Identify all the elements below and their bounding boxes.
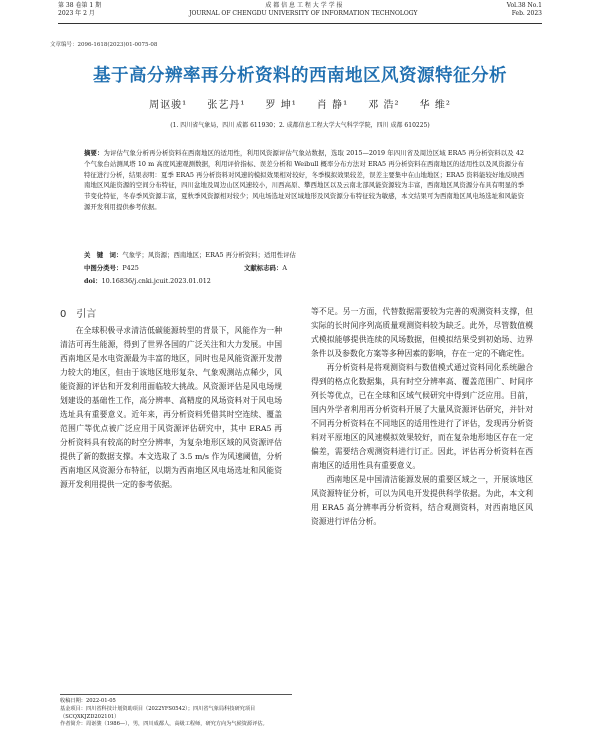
author-list: [0, 96, 600, 111]
header-row-top: [58, 2, 542, 10]
article-number: 文章编号：2096-1618(2023)01-0075-08: [50, 42, 158, 48]
author: 罗 坤¹: [265, 100, 297, 111]
author: 张艺丹¹: [207, 100, 246, 111]
doc-code-value: A: [282, 264, 287, 272]
classification-value: P425: [122, 264, 139, 272]
keywords-label: 关 键 词：: [84, 251, 123, 259]
author: 周讴骏¹: [149, 100, 188, 111]
body-paragraph: 等不足。另一方面，代替数据需要较为完善的观测资料支撑，但实际的长时间序列高质量观测资料较为缺乏。此外，尽管数值模式模拟能够提供连续的风场数据，但模拟结果受到初始场、边界条件以及参数化方案等多种因素的影响，存在一定的不确定性。: [311, 307, 533, 358]
doi: [84, 276, 211, 285]
header-journal-en: JOURNAL OF CHENGDU UNIVERSITY OF INFORMATION TECHNOLOGY: [189, 10, 418, 17]
section-heading: 0 引言: [60, 309, 97, 320]
doc-code-label: 文献标志码：: [244, 264, 283, 272]
header-date: 2023 年 2 月: [58, 10, 95, 17]
header-row-bottom: [58, 10, 542, 18]
header-volume-en: Vol.38 No.1: [506, 2, 542, 9]
doi-value: 10.16836/j.cnki.jcuit.2023.01.012: [101, 277, 211, 285]
footnote: [60, 694, 292, 729]
left-column: [60, 324, 282, 492]
footnote-received: 收稿日期：2022-01-05: [60, 698, 116, 704]
abstract-label: 摘要：: [84, 149, 104, 157]
abstract: [84, 148, 524, 213]
author: 华 维²: [419, 100, 451, 111]
classification-row: [84, 263, 524, 272]
header-volume: 第 38 卷第 1 期: [58, 2, 102, 9]
doi-label: doi：: [84, 277, 102, 285]
author: 邓 浩²: [368, 100, 400, 111]
header-date-en: Feb. 2023: [511, 10, 542, 17]
paper-title: 基于高分辨率再分析资料的西南地区风资源特征分析: [93, 66, 507, 86]
header-journal-cn: 成 都 信 息 工 程 大 学 学 报: [265, 2, 343, 9]
classification-label: 中图分类号：: [84, 264, 123, 272]
author: 肖 静¹: [316, 100, 349, 111]
body-paragraph: 再分析资料是将观测资料与数值模式通过资料同化系统融合得到的格点化数据集，具有时空分辨率高、覆盖范围广、时间序列长等优点，已在全球和区域气候研究中得到广泛应用。目前，国内外学者利用再分析资料开展了大量风资源评估研究，并针对不同再分析资料在不同地区的适用性进行了评估，发现再分析资料对平原地区的风速模拟效果较好，而在复杂地形地区存在一定偏差，需要结合观测资料进行订正。因此，评估再分析资料在西南地区的适用性具有重要意义。: [311, 363, 533, 470]
abstract-text: 为评估气象分析再分析资料在西南地区的适用性，利用风资源评估气象站数据，选取 2015—2019 年四川省及周边区域 ERA5 再分析资料以及 42 个气象台站测风塔 10 m 高度风速观测数据，利用评价指标、误差分析和 Weibull 概率分布方法对 ERA5 再分析资料在西南地区的适用性以及风资源分布特征进行分析，结果表明：夏季 ERA5 再分析资料对风速的模拟效果相对较好，冬季模拟效果较差，误差主要集中在山地地区；ERA5 资料能较好地反映西南地区风能资源的空间分布特征，四川盆地及周边山区风速较小，川西高原、攀西地区以及云南北部风能资源较为丰富，西南地区风资源分布具有明显的季节变化特征，冬春季风资源丰富，夏秋季风资源相对较少；风电场选址对区域地形及风资源分布特征较为敏感，本文结果可为西南地区风电场选址和风能资源开发利用提供参考依据。: [84, 149, 524, 211]
body-paragraph: 西南地区是中国清洁能源发展的重要区域之一，开展该地区风资源特征分析，可以为风电开发提供科学依据。为此，本文利用 ERA5 高分辨率再分析资料，结合观测资料，对西南地区风资源进行评估分析。: [311, 475, 533, 526]
keywords: [84, 250, 524, 260]
keywords-text: 气象学；风资源；西南地区；ERA5 再分析资料；适用性评估: [122, 251, 296, 259]
right-column: [311, 305, 533, 529]
journal-header: [58, 2, 542, 24]
footnote-funding: 基金项目：四川省科技计划资助项目（2022YFS0542）；四川省气象局科技研究项目（SCQXKJZD202101）: [60, 705, 256, 720]
affiliation: (1. 四川省气象局，四川 成都 611930；2. 成都信息工程大学大气科学学院，四川 成都 610225): [170, 122, 430, 129]
footnote-author: 作者简介：周讴骏（1986—），男，四川成都人，高级工程师，研究方向为气候资源评估。: [60, 721, 268, 728]
body-paragraph: 在全球积极寻求清洁低碳能源转型的背景下，风能作为一种清洁可再生能源，得到了世界各国的广泛关注和大力发展。中国西南地区是水电资源最为丰富的地区，同时也是风能资源开发潜力较大的地区，但由于该地区地形复杂、气象观测站点稀少，风能资源的评估和开发利用面临较大挑战。风资源评估是风电场规划建设的基础性工作，高分辨率、高精度的风场资料对于风电场选址具有重要意义。近年来，再分析资料凭借其时空连续、覆盖范围广等优点被广泛应用于风资源评估研究中，其中 ERA5 再分析资料具有较高的时空分辨率，为复杂地形区域的风资源评估提供了新的数据支撑。本文选取了 3.5 m/s 作为风速阈值，分析西南地区风资源分布特征，以期为西南地区风电场选址和风能资源开发利用提供一定的参考依据。: [60, 326, 282, 489]
